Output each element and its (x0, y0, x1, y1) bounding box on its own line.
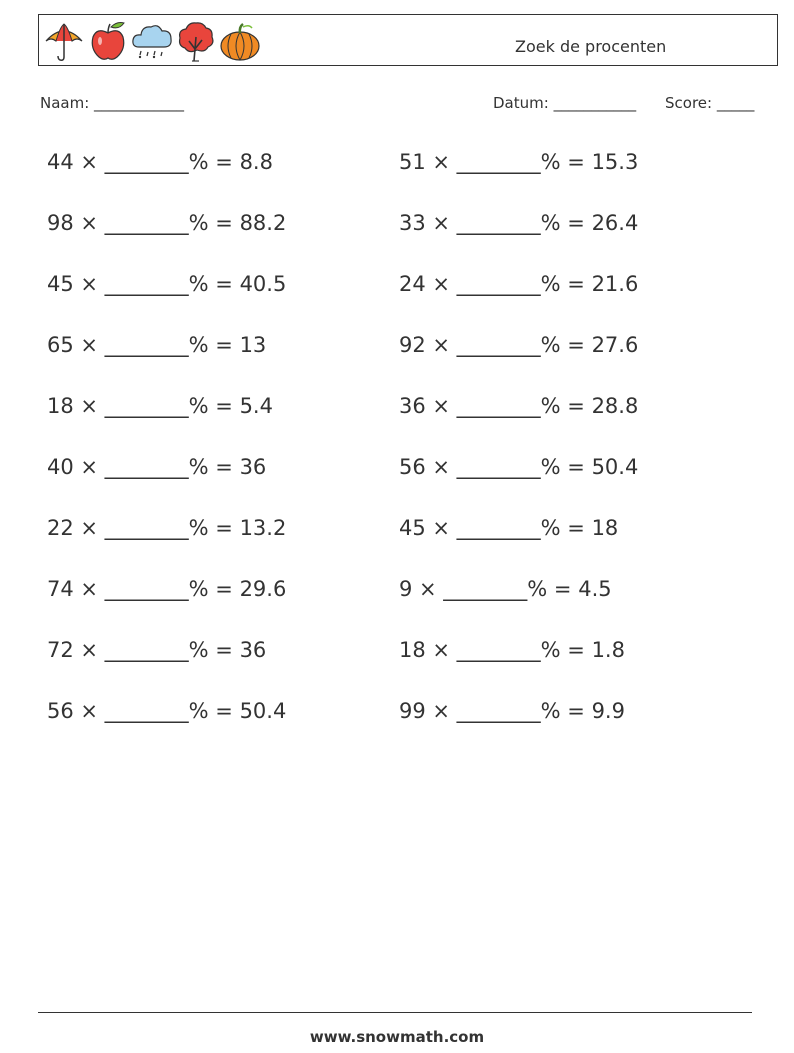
problem-right-4: 92 × ________% = 27.6 (399, 333, 639, 357)
autumn-tree-icon (175, 19, 217, 63)
problem-left-8: 74 × ________% = 29.6 (47, 577, 287, 601)
problem-left-9: 72 × ________% = 36 (47, 638, 267, 662)
date-field: Datum: ___________ (493, 94, 637, 112)
problem-right-5: 36 × ________% = 28.8 (399, 394, 639, 418)
problem-right-7: 45 × ________% = 18 (399, 516, 619, 540)
problem-right-1: 51 × ________% = 15.3 (399, 150, 639, 174)
problem-right-3: 24 × ________% = 21.6 (399, 272, 639, 296)
score-field: Score: _____ (665, 94, 755, 112)
umbrella-icon (43, 19, 85, 63)
problem-right-2: 33 × ________% = 26.4 (399, 211, 639, 235)
problem-right-6: 56 × ________% = 50.4 (399, 455, 639, 479)
problem-left-10: 56 × ________% = 50.4 (47, 699, 287, 723)
problem-left-6: 40 × ________% = 36 (47, 455, 267, 479)
problem-right-8: 9 × ________% = 4.5 (399, 577, 612, 601)
footer-divider (38, 1012, 752, 1013)
worksheet-header (38, 14, 778, 66)
problem-right-10: 99 × ________% = 9.9 (399, 699, 625, 723)
problem-right-9: 18 × ________% = 1.8 (399, 638, 625, 662)
problem-left-3: 45 × ________% = 40.5 (47, 272, 287, 296)
problem-left-1: 44 × ________% = 8.8 (47, 150, 273, 174)
problem-left-7: 22 × ________% = 13.2 (47, 516, 287, 540)
rain-cloud-icon (131, 19, 173, 63)
problem-left-2: 98 × ________% = 88.2 (47, 211, 287, 235)
worksheet-title: Zoek de procenten (515, 37, 667, 56)
footer-url: www.snowmath.com (309, 1028, 485, 1046)
problem-left-4: 65 × ________% = 13 (47, 333, 267, 357)
problem-left-5: 18 × ________% = 5.4 (47, 394, 273, 418)
pumpkin-icon (219, 19, 261, 63)
header-icons (43, 19, 261, 63)
name-field: Naam: ____________ (40, 94, 185, 112)
apple-icon (87, 19, 129, 63)
